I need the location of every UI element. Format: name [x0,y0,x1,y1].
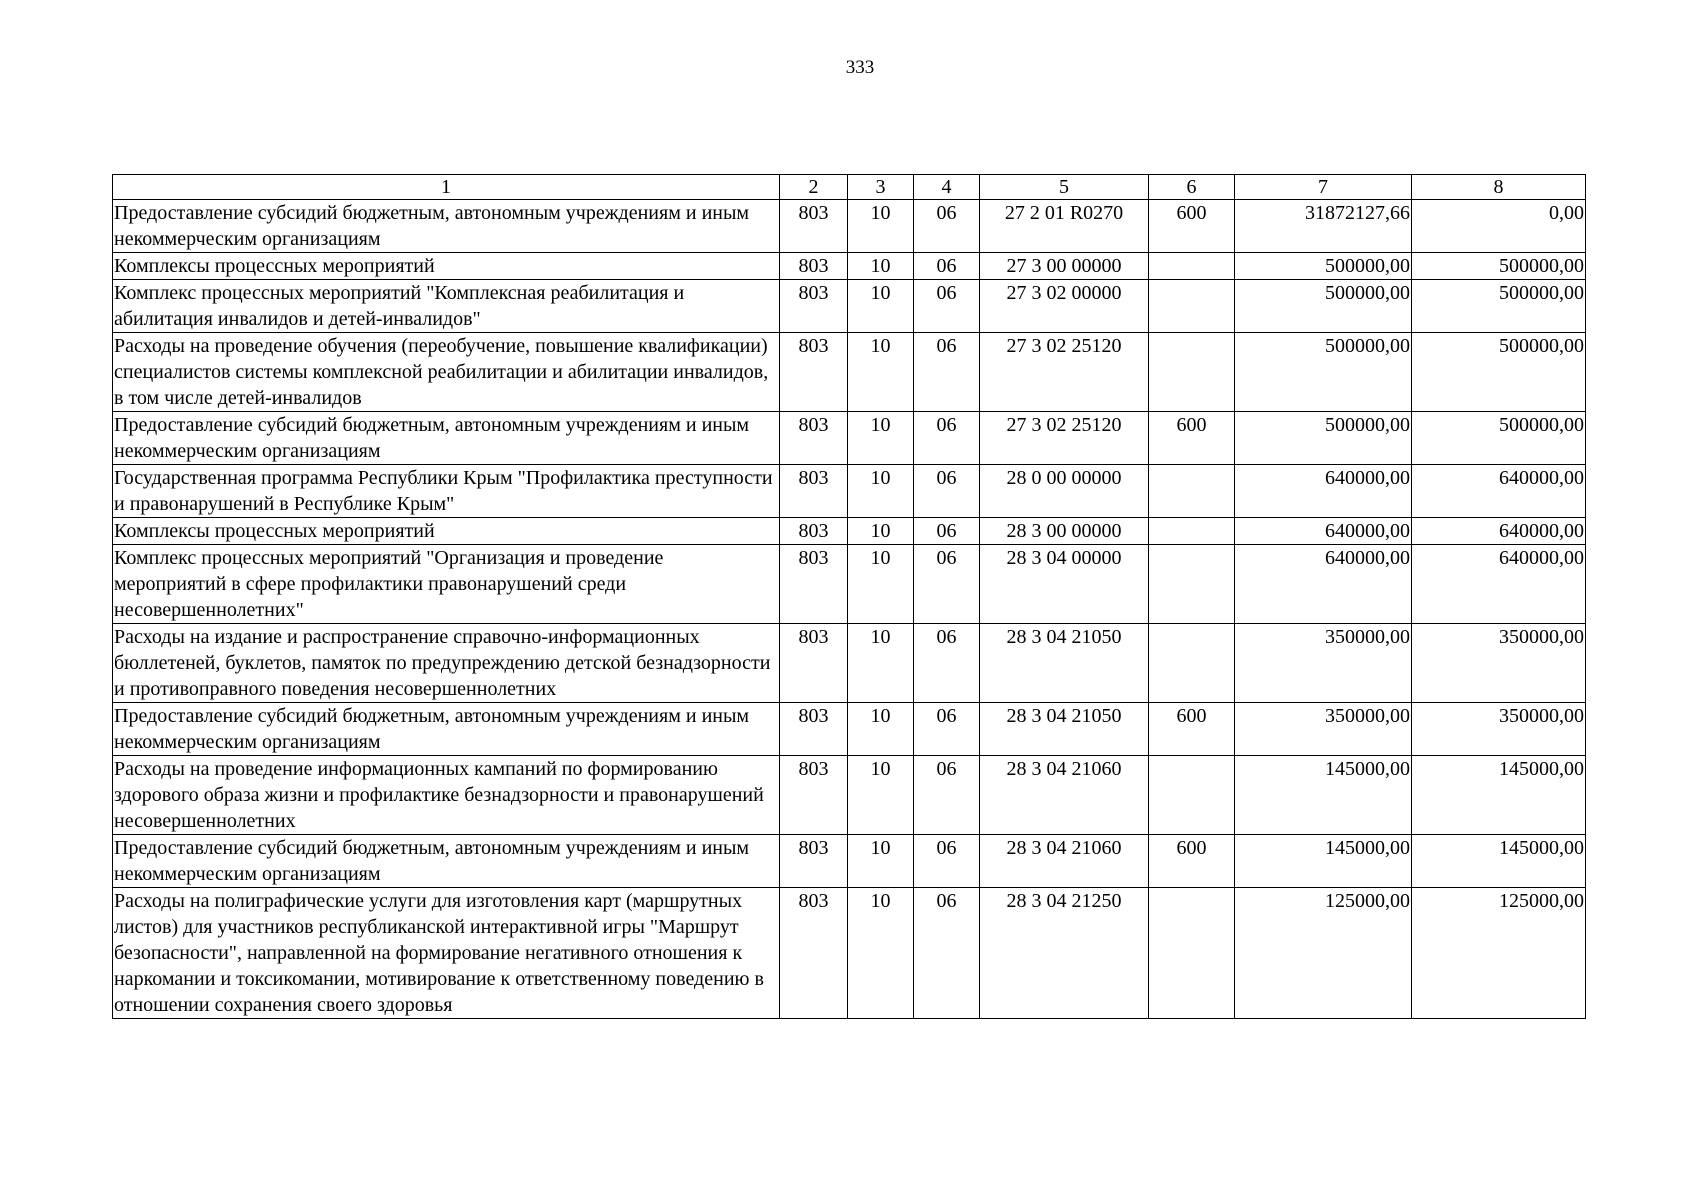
cell-name: Расходы на проведение обучения (переобучение, повышение квалификации) специалистов системы комплексной реабилитации и абилитации инвалидов, в том числе детей-инвалидов [113,333,780,412]
cell-ministry: 803 [780,624,848,703]
cell-subsection: 06 [914,280,980,333]
cell-subsection: 06 [914,835,980,888]
cell-name: Расходы на издание и распространение справочно-информационных бюллетеней, буклетов, памяток по предупреждению детской безнадзорности и противоправного поведения несовершеннолетних [113,624,780,703]
cell-section: 10 [848,888,914,1019]
cell-target: 28 0 00 00000 [980,465,1149,518]
cell-target: 28 3 04 21060 [980,756,1149,835]
cell-name: Расходы на полиграфические услуги для изготовления карт (маршрутных листов) для участников республиканской интерактивной игры "Маршрут безопасности", направленной на формирование негативного отношения к наркомании и токсикомании, мотивирование к ответственному поведению в отношении сохранения своего здоровья [113,888,780,1019]
cell-target: 27 3 02 25120 [980,333,1149,412]
cell-target: 27 3 00 00000 [980,253,1149,280]
table-row [113,518,1586,545]
cell-subsection: 06 [914,545,980,624]
cell-expense-type: 600 [1149,412,1235,465]
cell-name: Комплекс процессных мероприятий "Комплексная реабилитация и абилитация инвалидов и детей-инвалидов" [113,280,780,333]
cell-subsection: 06 [914,465,980,518]
budget-table [112,174,1586,1019]
cell-name: Предоставление субсидий бюджетным, автономным учреждениям и иным некоммерческим организациям [113,200,780,253]
cell-expense-type: 600 [1149,200,1235,253]
cell-amount-1: 500000,00 [1235,412,1412,465]
cell-expense-type [1149,756,1235,835]
cell-amount-2: 145000,00 [1412,756,1586,835]
cell-amount-1: 640000,00 [1235,545,1412,624]
cell-subsection: 06 [914,412,980,465]
cell-expense-type [1149,888,1235,1019]
cell-expense-type [1149,465,1235,518]
cell-name: Предоставление субсидий бюджетным, автономным учреждениям и иным некоммерческим организациям [113,703,780,756]
table-row [113,888,1586,1019]
table-row [113,835,1586,888]
cell-subsection: 06 [914,518,980,545]
cell-subsection: 06 [914,200,980,253]
cell-section: 10 [848,333,914,412]
cell-subsection: 06 [914,888,980,1019]
cell-amount-2: 145000,00 [1412,835,1586,888]
cell-amount-2: 640000,00 [1412,545,1586,624]
col-header-section: 3 [848,175,914,200]
cell-section: 10 [848,518,914,545]
cell-amount-1: 500000,00 [1235,333,1412,412]
cell-expense-type: 600 [1149,835,1235,888]
cell-section: 10 [848,756,914,835]
cell-ministry: 803 [780,835,848,888]
cell-ministry: 803 [780,703,848,756]
cell-amount-1: 640000,00 [1235,518,1412,545]
table-row [113,756,1586,835]
cell-name: Расходы на проведение информационных кампаний по формированию здорового образа жизни и профилактике безнадзорности и правонарушений несовершеннолетних [113,756,780,835]
table-row [113,412,1586,465]
cell-amount-1: 125000,00 [1235,888,1412,1019]
table-row [113,703,1586,756]
cell-ministry: 803 [780,253,848,280]
cell-amount-1: 31872127,66 [1235,200,1412,253]
cell-amount-2: 350000,00 [1412,624,1586,703]
header-row [113,175,1586,200]
cell-amount-2: 500000,00 [1412,333,1586,412]
cell-amount-1: 350000,00 [1235,703,1412,756]
col-header-subsection: 4 [914,175,980,200]
cell-ministry: 803 [780,412,848,465]
cell-expense-type [1149,518,1235,545]
col-header-expense-type: 6 [1149,175,1235,200]
cell-ministry: 803 [780,545,848,624]
cell-target: 28 3 04 21050 [980,624,1149,703]
cell-amount-2: 640000,00 [1412,465,1586,518]
col-header-target: 5 [980,175,1149,200]
cell-section: 10 [848,465,914,518]
cell-amount-1: 500000,00 [1235,253,1412,280]
cell-amount-2: 350000,00 [1412,703,1586,756]
cell-subsection: 06 [914,253,980,280]
cell-name: Предоставление субсидий бюджетным, автономным учреждениям и иным некоммерческим организациям [113,412,780,465]
table-row [113,280,1586,333]
table-row [113,545,1586,624]
cell-expense-type [1149,545,1235,624]
cell-name: Государственная программа Республики Крым "Профилактика преступности и правонарушений в Республике Крым" [113,465,780,518]
cell-amount-1: 145000,00 [1235,756,1412,835]
table-row [113,253,1586,280]
cell-section: 10 [848,253,914,280]
cell-target: 27 2 01 R0270 [980,200,1149,253]
cell-amount-2: 500000,00 [1412,253,1586,280]
cell-expense-type [1149,333,1235,412]
cell-section: 10 [848,703,914,756]
cell-ministry: 803 [780,280,848,333]
cell-subsection: 06 [914,756,980,835]
table-body [113,200,1586,1019]
cell-target: 28 3 04 21060 [980,835,1149,888]
cell-expense-type [1149,624,1235,703]
cell-subsection: 06 [914,624,980,703]
cell-section: 10 [848,624,914,703]
cell-section: 10 [848,200,914,253]
cell-target: 27 3 02 25120 [980,412,1149,465]
cell-section: 10 [848,545,914,624]
cell-expense-type: 600 [1149,703,1235,756]
cell-name: Комплекс процессных мероприятий "Организация и проведение мероприятий в сфере профилактики правонарушений среди несовершеннолетних" [113,545,780,624]
cell-ministry: 803 [780,333,848,412]
cell-amount-1: 640000,00 [1235,465,1412,518]
cell-target: 27 3 02 00000 [980,280,1149,333]
cell-ministry: 803 [780,888,848,1019]
table-row [113,200,1586,253]
cell-name: Комплексы процессных мероприятий [113,253,780,280]
cell-amount-1: 350000,00 [1235,624,1412,703]
col-header-ministry: 2 [780,175,848,200]
cell-amount-2: 640000,00 [1412,518,1586,545]
table-row [113,465,1586,518]
cell-amount-2: 0,00 [1412,200,1586,253]
col-header-amount-2: 8 [1412,175,1586,200]
cell-ministry: 803 [780,200,848,253]
table-row [113,333,1586,412]
cell-name: Комплексы процессных мероприятий [113,518,780,545]
cell-target: 28 3 04 00000 [980,545,1149,624]
cell-ministry: 803 [780,518,848,545]
cell-name: Предоставление субсидий бюджетным, автономным учреждениям и иным некоммерческим организациям [113,835,780,888]
cell-amount-2: 500000,00 [1412,280,1586,333]
cell-target: 28 3 04 21250 [980,888,1149,1019]
cell-section: 10 [848,280,914,333]
cell-ministry: 803 [780,465,848,518]
col-header-amount-1: 7 [1235,175,1412,200]
cell-target: 28 3 00 00000 [980,518,1149,545]
table-row [113,624,1586,703]
cell-amount-1: 500000,00 [1235,280,1412,333]
cell-expense-type [1149,253,1235,280]
cell-amount-2: 125000,00 [1412,888,1586,1019]
cell-subsection: 06 [914,333,980,412]
cell-ministry: 803 [780,756,848,835]
cell-amount-2: 500000,00 [1412,412,1586,465]
cell-amount-1: 145000,00 [1235,835,1412,888]
col-header-name: 1 [113,175,780,200]
page-number: 333 [845,57,875,78]
cell-subsection: 06 [914,703,980,756]
cell-section: 10 [848,835,914,888]
cell-section: 10 [848,412,914,465]
cell-target: 28 3 04 21050 [980,703,1149,756]
cell-expense-type [1149,280,1235,333]
